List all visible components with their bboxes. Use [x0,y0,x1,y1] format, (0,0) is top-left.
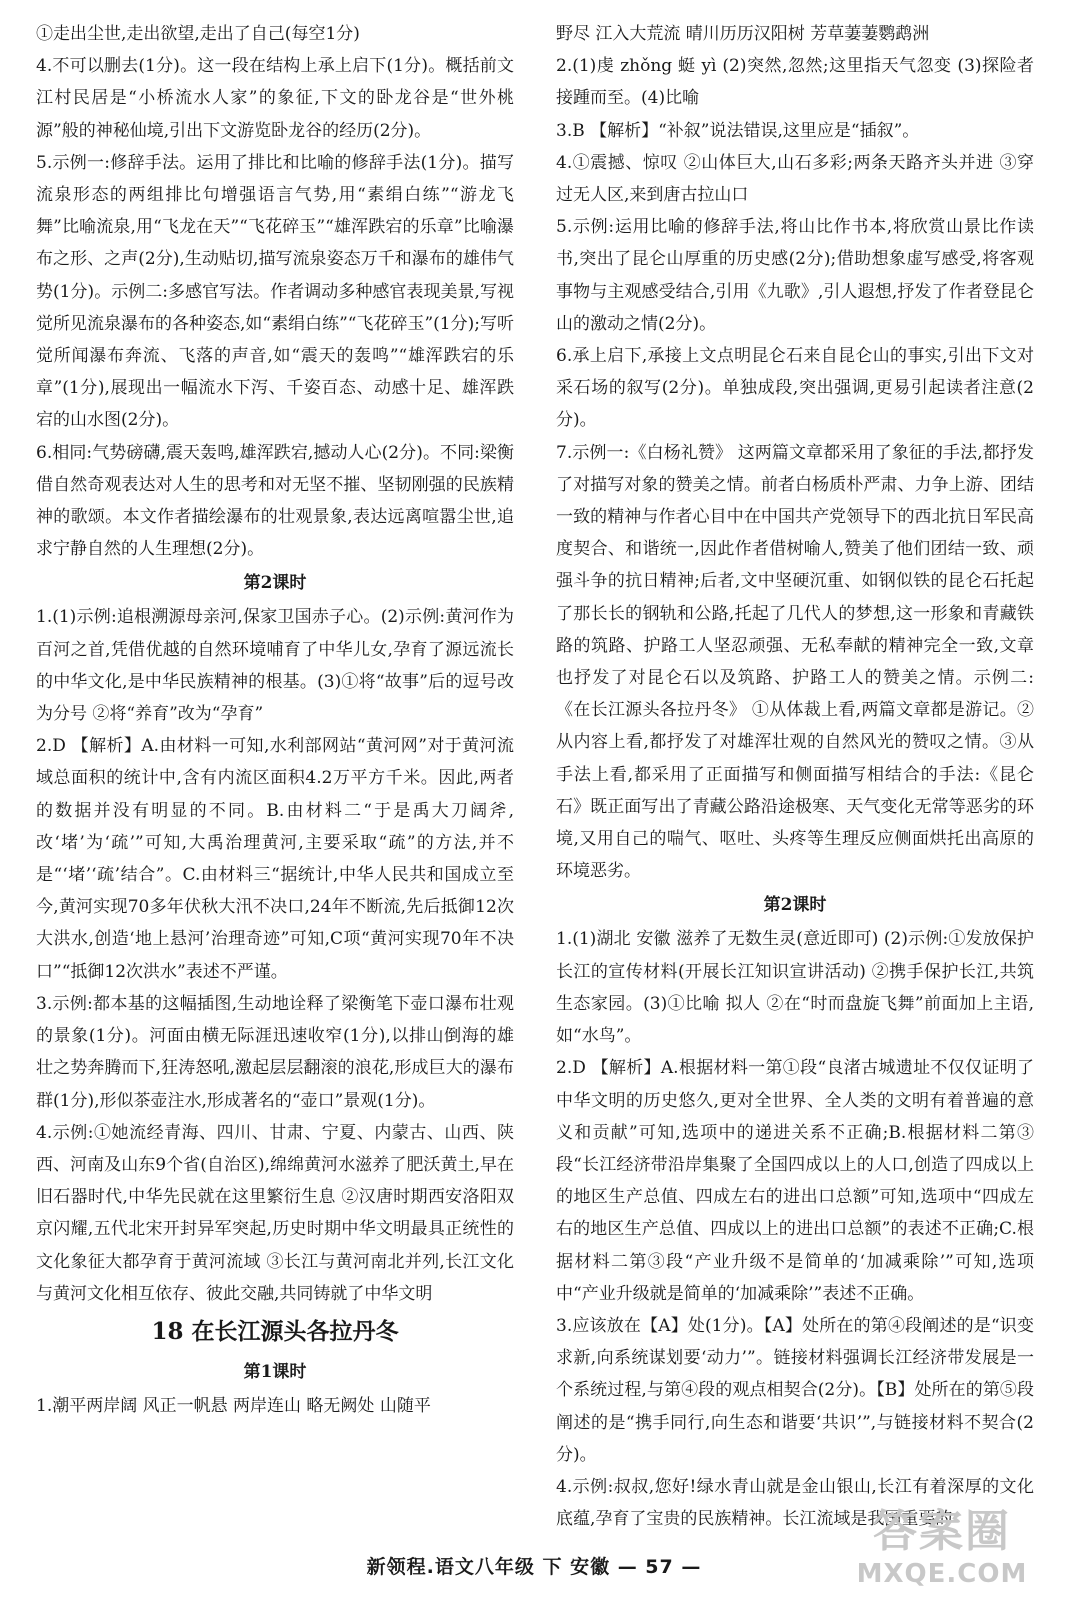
watermark-logo [844,1506,1040,1596]
answer-paragraph: 野尽 江入大荒流 晴川历历汉阳树 芳草萋萋鹦鹉洲 [556,24,930,44]
answer-paragraph: 1.潮平两岸阔 风正一帆悬 两岸连山 略无阙处 山随平 [36,1395,431,1416]
watermark-text: 答案圈 [873,1506,1011,1557]
right-column [556,18,1034,1535]
answer-paragraph: 3.示例:都本基的这幅插图,生动地诠释了梁衡笔下壶口瀑布壮观的景象(1分)。河面由横无际涯迅速收窄(1分),以排山倒海的雄壮之势奔腾而下,狂涛怒吼,激起层层翻滚的浪花,形成巨大的瀑布群(1分),形似茶壶注水,形成著名的“壶口”景观(1分)。 [36,993,514,1111]
chapter-title: 18 在长江源头各拉丹冬 [151,1317,399,1345]
answer-paragraph: ①走出尘世,走出欲望,走出了自己(每空1分) [36,24,360,44]
left-column [36,18,514,1422]
answer-paragraph: 2.D 【解析】A.根据材料一第①段“良渚古城遗址不仅仅证明了中华文明的历史悠久,更对全世界、全人类的文明有着普遍的意义和贡献”可知,选项中的递进关系不正确;B.根据材料二第③段“长江经济带沿岸集聚了全国四成以上的人口,创造了四成以上的地区生产总值、四成左右的进出口总额”可知,选项中“四成左右的地区生产总值、四成以上的进出口总额”的表述不正确;C.根据材料二第③段“产业升级不是简单的‘加减乘除’”可知,选项中“产业升级就是简单的‘加减乘除’”表述不正确。 [556,1058,1034,1304]
answer-paragraph: 6.承上启下,承接上文点明昆仑石来自昆仑山的事实,引出下文对采石场的叙写(2分)。单独成段,突出强调,更易引起读者注意(2分)。 [556,346,1034,431]
answer-paragraph: 7.示例一:《白杨礼赞》 这两篇文章都采用了象征的手法,都抒发了对描写对象的赞美之情。前者白杨质朴严肃、力争上游、团结一致的精神与作者心目中在中国共产党领导下的西北抗日军民高度契合、和谐统一,因此作者借树喻人,赞美了他们团结一致、顽强斗争的抗日精神;后者,文中坚硬沉重、如钢似铁的昆仑石托起了那长长的钢轨和公路,托起了几代人的梦想,这一形象和青藏铁路的筑路、护路工人坚忍顽强、无私奉献的精神完全一致,文章也抒发了对昆仑石以及筑路、护路工人的赞美之情。示例二:《在长江源头各拉丹冬》 ①从体裁上看,两篇文章都是游记。②从内容上看,都抒发了对雄浑壮观的自然风光的赞叹之情。③从手法上看,都采用了正面描写和侧面描写相结合的手法:《昆仑石》既正面写出了青藏公路沿途极寒、天气变化无常等恶劣的环境,又用自己的喘气、呕吐、头疼等生理反应侧面烘托出高原的环境恶劣。 [556,442,1034,882]
answer-paragraph: 4.示例:叔叔,您好!绿水青山就是金山银山,长江有着深厚的文化底蕴,孕育了宝贵的民族精神。长江流域是我国重要的 [556,1476,1034,1530]
answer-paragraph: 1.(1)湖北 安徽 滋养了无数生灵(意近即可) (2)示例:①发放保护长江的宣传材料(开展长江知识宣讲活动) ②携手保护长江,共筑生态家园。(3)①比喻 拟人 ②在“时而盘旋飞舞”前面加上主语,如“水鸟”。 [556,929,1034,1047]
answer-paragraph: 3.B 【解析】“补叙”说法错误,这里应是“插叙”。 [556,120,920,141]
answer-paragraph: 5.示例:运用比喻的修辞手法,将山比作书本,将欣赏山景比作读书,突出了昆仑山厚重的历史感(2分);借助想象虚写感受,将客观事物与主观感受结合,引用《九歌》,引人遐想,抒发了作者登昆仑山的激动之情(2分)。 [556,217,1034,334]
answer-paragraph: 2.D 【解析】A.由材料一可知,水利部网站“黄河网”对于黄河流域总面积的统计中,含有内流区面积4.2万平方千米。因此,两者的数据并没有明显的不同。B.由材料二“于是禹大刀阔斧,改‘堵’为‘疏’”可知,大禹治理黄河,主要采取“疏”的方法,并不是“‘堵’‘疏’结合”。C.由材料三“据统计,中华人民共和国成立至今,黄河实现70多年伏秋大汛不决口,24年不断流,先后抵御12次大洪水,创造‘地上悬河’治理奇迹”可知,C项“黄河实现70年不决口”“抵御12次洪水”表述不严谨。 [36,736,514,982]
watermark-url: MXQE.COM [856,1559,1028,1589]
answer-paragraph: 2.(1)虔 zhǒng 蜓 yì (2)突然,忽然;这里指天气忽变 (3)探险者接踵而至。(4)比喻 [556,56,1034,109]
answer-paragraph: 1.(1)示例:追根溯源母亲河,保家卫国赤子心。(2)示例:黄河作为百河之首,凭借优越的自然环境哺育了中华儿女,孕育了源远流长的中华文化,是中华民族精神的根基。(3)①将“故事”后的逗号改为分号 ②将“养育”改为“孕育” [36,607,514,725]
lesson-heading: 第2课时 [763,895,827,916]
answer-paragraph: 5.示例一:修辞手法。运用了排比和比喻的修辞手法(1分)。描写流泉形态的两组排比句增强语言气势,用“素绢白练”“游龙飞舞”比喻流泉,用“飞龙在天”“飞花碎玉”“雄浑跌宕的乐章”比喻瀑布之形、之声(2分),生动贴切,描写流泉姿态万千和瀑布的雄伟气势(1分)。示例二:多感官写法。作者调动多种感官表现美景,写视觉所见流泉瀑布的各种姿态,如“素绢白练”“飞花碎玉”(1分);写听觉所闻瀑布奔流、飞落的声音,如“震天的轰鸣”“雄浑跌宕的乐章”(1分),展现出一幅流水下泻、千姿百态、动感十足、雄浑跌宕的山水图(2分)。 [36,152,514,431]
lesson-heading: 第2课时 [243,573,307,594]
page-footer: 新领程.语文八年级 下 安徽 — 57 — [366,1556,702,1578]
answer-paragraph: 4.①震撼、惊叹 ②山体巨大,山石多彩;两条天路齐头并进 ③穿过无人区,来到唐古拉山口 [556,152,1034,206]
answer-paragraph: 4.不可以删去(1分)。这一段在结构上承上启下(1分)。概括前文江村民居是“小桥流水人家”的象征,下文的卧龙谷是“世外桃源”般的神秘仙境,引出下文游览卧龙谷的经历(2分)。 [36,56,514,141]
lesson-heading: 第1课时 [243,1361,307,1382]
answer-paragraph: 3.应该放在【A】处(1分)。【A】处所在的第④段阐述的是“识变求新,向系统谋划要‘动力’”。链接材料强调长江经济带发展是一个系统过程,与第④段的观点相契合(2分)。【B】处所在的第⑤段阐述的是“携手同行,向生态和谐要‘共识’”,与链接材料不契合(2分)。 [556,1315,1034,1465]
answer-paragraph: 6.相同:气势磅礴,震天轰鸣,雄浑跌宕,撼动人心(2分)。不同:梁衡借自然奇观表达对人生的思考和对无坚不摧、坚韧刚强的民族精神的歌颂。本文作者描绘瀑布的壮观景象,表达远离喧嚣尘世,追求宁静自然的人生理想(2分)。 [36,442,514,560]
answer-paragraph: 4.示例:①她流经青海、四川、甘肃、宁夏、内蒙古、山西、陕西、河南及山东9个省(自治区),绵绵黄河水滋养了肥沃黄土,早在旧石器时代,中华先民就在这里繁衍生息 ②汉唐时期西安洛阳双京闪耀,五代北宋开封异军突起,历史时期中华文明最具正统性的文化象征大都孕育于黄河流域 ③长江与黄河南北并列,长江文化与黄河文化相互依存、彼此交融,共同铸就了中华文明 [36,1122,514,1304]
